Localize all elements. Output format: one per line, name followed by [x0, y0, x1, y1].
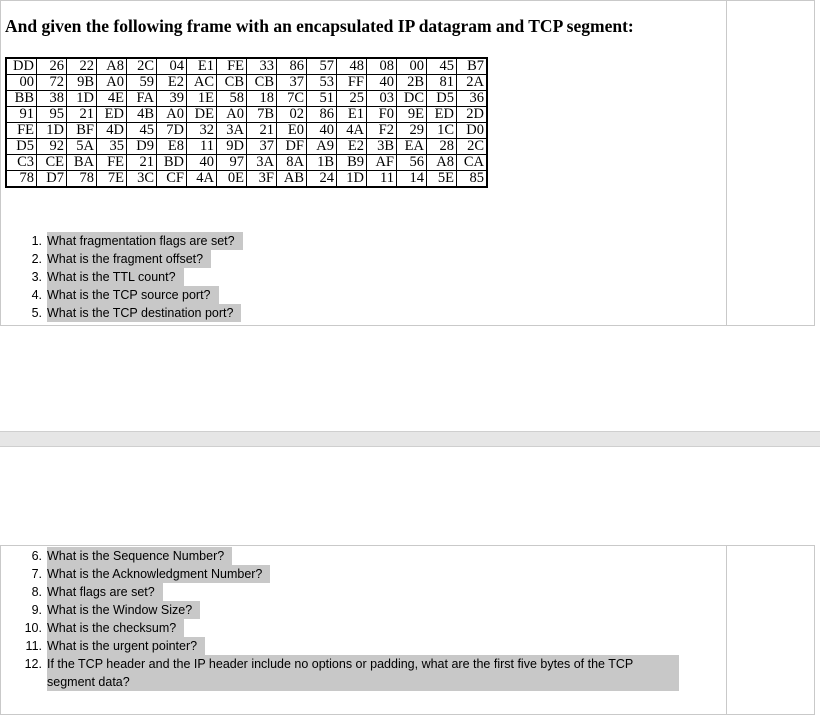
- hex-byte: 97: [217, 155, 247, 171]
- hex-byte: 14: [397, 171, 427, 188]
- hex-byte: 4B: [127, 107, 157, 123]
- hex-byte: 7E: [97, 171, 127, 188]
- hex-byte: 4A: [337, 123, 367, 139]
- hex-byte: 4A: [187, 171, 217, 188]
- hex-byte: 29: [397, 123, 427, 139]
- hex-byte: 24: [307, 171, 337, 188]
- question-text: What is the TCP destination port?: [47, 304, 241, 322]
- question-text: What flags are set?: [47, 583, 163, 601]
- hex-byte: E1: [337, 107, 367, 123]
- hex-row: [6, 139, 487, 155]
- hex-byte: D5: [6, 139, 37, 155]
- hex-byte: 1C: [427, 123, 457, 139]
- question-text: What is the Window Size?: [47, 601, 200, 619]
- hex-byte: C3: [6, 155, 37, 171]
- hex-row: [6, 75, 487, 91]
- hex-byte: 2C: [127, 58, 157, 75]
- question-item: [0, 619, 679, 637]
- hex-byte: 38: [37, 91, 67, 107]
- hex-byte: D5: [427, 91, 457, 107]
- hex-byte: 58: [217, 91, 247, 107]
- hex-byte: BD: [157, 155, 187, 171]
- hex-byte: A0: [97, 75, 127, 91]
- hex-byte: 40: [187, 155, 217, 171]
- hex-byte: BA: [67, 155, 97, 171]
- hex-byte: 26: [37, 58, 67, 75]
- hex-byte: AB: [277, 171, 307, 188]
- hex-byte: 25: [337, 91, 367, 107]
- hex-byte: 11: [367, 171, 397, 188]
- hex-byte: D7: [37, 171, 67, 188]
- question-text: What is the urgent pointer?: [47, 637, 205, 655]
- hex-byte: 2C: [457, 139, 488, 155]
- hex-byte: 37: [277, 75, 307, 91]
- hex-byte: AF: [367, 155, 397, 171]
- hex-byte: BF: [67, 123, 97, 139]
- hex-byte: DD: [6, 58, 37, 75]
- hex-byte: FE: [97, 155, 127, 171]
- hex-byte: 1B: [307, 155, 337, 171]
- question-item: [0, 250, 243, 268]
- hex-byte: A8: [97, 58, 127, 75]
- hex-row: [6, 123, 487, 139]
- hex-byte: 81: [427, 75, 457, 91]
- question-text: What is the Sequence Number?: [47, 547, 232, 565]
- question-item: [0, 601, 679, 619]
- hex-byte: 56: [397, 155, 427, 171]
- hex-byte: 86: [277, 58, 307, 75]
- hex-byte: 36: [457, 91, 488, 107]
- hex-byte: 78: [67, 171, 97, 188]
- question-number: 6.: [31, 549, 42, 563]
- hex-byte: 33: [247, 58, 277, 75]
- hex-byte: BB: [6, 91, 37, 107]
- hex-byte: 21: [247, 123, 277, 139]
- hex-byte: 9D: [217, 139, 247, 155]
- hex-byte: CE: [37, 155, 67, 171]
- question-number: 8.: [31, 585, 42, 599]
- question-number: 10.: [24, 621, 42, 635]
- hex-byte: 53: [307, 75, 337, 91]
- hex-byte: CF: [157, 171, 187, 188]
- hex-byte: 7D: [157, 123, 187, 139]
- hex-byte: A0: [157, 107, 187, 123]
- question-number: 11.: [25, 639, 42, 653]
- hex-byte: 03: [367, 91, 397, 107]
- hex-row: [6, 91, 487, 107]
- hex-byte: 00: [397, 58, 427, 75]
- hex-byte: DE: [187, 107, 217, 123]
- hex-row: [6, 155, 487, 171]
- question-text: What fragmentation flags are set?: [47, 232, 243, 250]
- hex-byte: 1D: [337, 171, 367, 188]
- hex-byte: CA: [457, 155, 488, 171]
- hex-byte: ED: [427, 107, 457, 123]
- question-item: [0, 547, 679, 565]
- hex-byte: 18: [247, 91, 277, 107]
- hex-byte: 57: [307, 58, 337, 75]
- hex-row: [6, 107, 487, 123]
- hex-byte: 4E: [97, 91, 127, 107]
- hex-byte: 21: [67, 107, 97, 123]
- question-text: What is the TTL count?: [47, 268, 184, 286]
- question-item: [0, 655, 679, 691]
- hex-byte: 95: [37, 107, 67, 123]
- hex-byte: 78: [6, 171, 37, 188]
- hex-byte: 51: [307, 91, 337, 107]
- hex-byte: 7B: [247, 107, 277, 123]
- hex-byte: F0: [367, 107, 397, 123]
- hex-byte: D0: [457, 123, 488, 139]
- hex-byte: 5E: [427, 171, 457, 188]
- question-number: 1.: [31, 234, 42, 248]
- hex-byte: E2: [337, 139, 367, 155]
- question-text: What is the TCP source port?: [47, 286, 219, 304]
- hex-byte: 02: [277, 107, 307, 123]
- hex-byte: 9E: [397, 107, 427, 123]
- hex-byte: 59: [127, 75, 157, 91]
- hex-byte: CB: [217, 75, 247, 91]
- question-number: 3.: [31, 270, 42, 284]
- hex-byte: 40: [307, 123, 337, 139]
- hex-byte: E1: [187, 58, 217, 75]
- hex-byte: FE: [217, 58, 247, 75]
- hex-row: [6, 171, 487, 188]
- question-text: What is the fragment offset?: [47, 250, 211, 268]
- hex-byte: 1D: [67, 91, 97, 107]
- hex-byte: E2: [157, 75, 187, 91]
- hex-byte: 86: [307, 107, 337, 123]
- hex-row: [6, 58, 487, 75]
- question-number: 5.: [31, 306, 42, 320]
- hex-byte: 91: [6, 107, 37, 123]
- question-item: [0, 286, 243, 304]
- hex-byte: 2D: [457, 107, 488, 123]
- hex-byte: 1E: [187, 91, 217, 107]
- hex-byte: ED: [97, 107, 127, 123]
- hex-byte: 39: [157, 91, 187, 107]
- hex-byte: A0: [217, 107, 247, 123]
- question-list-2: [0, 547, 679, 691]
- question-number: 2.: [31, 252, 42, 266]
- hex-byte: DF: [277, 139, 307, 155]
- hex-byte: 3F: [247, 171, 277, 188]
- hex-byte: 3A: [217, 123, 247, 139]
- hex-byte: 45: [427, 58, 457, 75]
- hex-byte: 21: [127, 155, 157, 171]
- hex-byte: 08: [367, 58, 397, 75]
- hex-byte: AC: [187, 75, 217, 91]
- question-text: What is the Acknowledgment Number?: [47, 565, 270, 583]
- question-item: [0, 268, 243, 286]
- hex-byte: D9: [127, 139, 157, 155]
- hex-byte: 3C: [127, 171, 157, 188]
- hex-byte: E8: [157, 139, 187, 155]
- page-gap: [0, 431, 820, 447]
- question-item: [0, 304, 243, 322]
- hex-byte: B9: [337, 155, 367, 171]
- question-number: 4.: [31, 288, 42, 302]
- hex-byte: E0: [277, 123, 307, 139]
- hex-byte: 35: [97, 139, 127, 155]
- hex-byte: FF: [337, 75, 367, 91]
- hex-byte: 0E: [217, 171, 247, 188]
- hex-byte: 9B: [67, 75, 97, 91]
- question-item: [0, 565, 679, 583]
- table-column-divider: [726, 546, 727, 714]
- hex-byte: 2B: [397, 75, 427, 91]
- question-item: [0, 637, 679, 655]
- hex-byte: A8: [427, 155, 457, 171]
- question-list-1: [0, 232, 243, 322]
- hex-byte: 00: [6, 75, 37, 91]
- hex-byte: 04: [157, 58, 187, 75]
- hex-byte: FE: [6, 123, 37, 139]
- hex-byte: 2A: [457, 75, 488, 91]
- hex-byte: 45: [127, 123, 157, 139]
- hex-byte: 3B: [367, 139, 397, 155]
- hex-byte: 48: [337, 58, 367, 75]
- question-number: 9.: [31, 603, 42, 617]
- question-item: [0, 232, 243, 250]
- hex-byte: 92: [37, 139, 67, 155]
- question-number: 7.: [31, 567, 42, 581]
- hex-byte: F2: [367, 123, 397, 139]
- hex-byte: 7C: [277, 91, 307, 107]
- hex-byte: B7: [457, 58, 488, 75]
- hex-byte: CB: [247, 75, 277, 91]
- question-item: [0, 583, 679, 601]
- hex-byte: 11: [187, 139, 217, 155]
- hex-byte: 5A: [67, 139, 97, 155]
- hex-byte: 37: [247, 139, 277, 155]
- hex-byte: 8A: [277, 155, 307, 171]
- hex-byte: 3A: [247, 155, 277, 171]
- question-number: 12.: [24, 657, 42, 671]
- hex-byte: FA: [127, 91, 157, 107]
- heading: And given the following frame with an encapsulated IP datagram and TCP segment:: [5, 16, 634, 36]
- hex-byte: 40: [367, 75, 397, 91]
- table-column-divider: [726, 1, 727, 325]
- question-text: What is the checksum?: [47, 619, 184, 637]
- hex-byte: 1D: [37, 123, 67, 139]
- hex-byte: 72: [37, 75, 67, 91]
- hex-byte: EA: [397, 139, 427, 155]
- hex-byte: DC: [397, 91, 427, 107]
- question-text: If the TCP header and the IP header include no options or padding, what are the first five bytes of the TCP segment data?: [47, 655, 679, 691]
- hex-byte: 32: [187, 123, 217, 139]
- hex-byte: 22: [67, 58, 97, 75]
- hex-byte: 28: [427, 139, 457, 155]
- hex-byte: 4D: [97, 123, 127, 139]
- hex-frame-table: [5, 57, 488, 188]
- hex-byte: 85: [457, 171, 488, 188]
- hex-byte: A9: [307, 139, 337, 155]
